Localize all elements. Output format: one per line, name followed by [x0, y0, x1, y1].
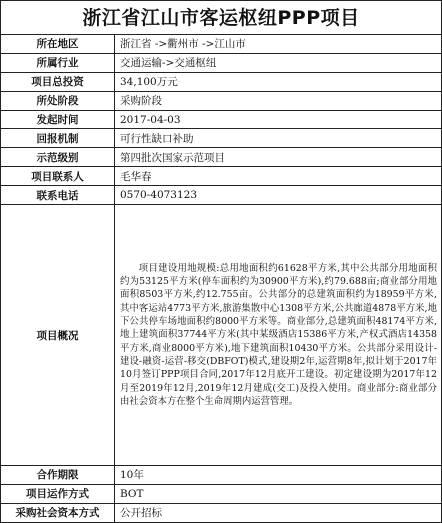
- row-label: 项目联系人: [1, 167, 115, 186]
- overview-text: 项目建设用地规模:总用地面积约61628平方米,其中公共部分用地面积约为53125平方米(停车面积约为30900平方米),约79.688亩;商业部分用地面积8503平方米,约12.755亩。公共部分的总建筑面积约为18959平方米,其中客运站4773平方米,旅游集散中心1308平方米,公共廊道4878平方米,地下公共停车场地面积约8000平方米等。商业部分,总建筑面积48174平方米,地上建筑面积37744平方米(其中某级酒店15386平方米,产权式酒店14358平方米,商业8000平方米),地下建筑面积10430平方米。公共部分采用设计-建设-融资-运营-移交(DBFOT)模式,建设期2年,运营期8年,拟计划于2017年10月签订PPP项目合同,2017年12月底开工建设。初定建设期为2017年12月至2019年12月,2019年12月建成(交工)及投入使用。商业部分:商业部分由社会资本方在整个生命周期内运营管理。: [115, 205, 442, 466]
- row-label: 发起时间: [1, 110, 115, 129]
- table-row-total-investment: [1, 72, 442, 91]
- row-value: 公开招标: [115, 503, 442, 522]
- row-value: 第四批次国家示范项目: [115, 148, 442, 167]
- row-value: 采购阶段: [115, 91, 442, 110]
- table-row-return-mechanism: [1, 129, 442, 148]
- row-value: 34,100万元: [115, 72, 442, 91]
- row-label: 联系电话: [1, 186, 115, 205]
- table-row-procurement-method: [1, 503, 442, 522]
- row-label: 项目概况: [1, 205, 115, 466]
- table-row-start-date: [1, 110, 442, 129]
- table-row-phone: [1, 186, 442, 205]
- page-title: 浙江省江山市客运枢纽PPP项目: [0, 0, 442, 34]
- row-label: 所在地区: [1, 35, 115, 54]
- row-value: 0570-4073123: [115, 186, 442, 205]
- row-label: 所处阶段: [1, 91, 115, 110]
- row-label: 合作期限: [1, 466, 115, 485]
- table-row-overview: [1, 205, 442, 466]
- table-row-demo-level: [1, 148, 442, 167]
- row-label: 采购社会资本方式: [1, 503, 115, 522]
- row-value: 交通运输->交通枢纽: [115, 53, 442, 72]
- table-row-industry: [1, 53, 442, 72]
- row-value: 10年: [115, 466, 442, 485]
- row-value: BOT: [115, 484, 442, 503]
- table-row-region: [1, 35, 442, 54]
- row-label: 所属行业: [1, 53, 115, 72]
- row-value: 可行性缺口补助: [115, 129, 442, 148]
- project-info-table: [0, 34, 442, 523]
- table-row-term: [1, 466, 442, 485]
- row-value: 毛华春: [115, 167, 442, 186]
- row-label: 项目总投资: [1, 72, 115, 91]
- row-value: 浙江省 ->衢州市 ->江山市: [115, 35, 442, 54]
- table-row-operation-mode: [1, 484, 442, 503]
- row-value: 2017-04-03: [115, 110, 442, 129]
- row-label: 项目运作方式: [1, 484, 115, 503]
- row-label: 回报机制: [1, 129, 115, 148]
- row-label: 示范级别: [1, 148, 115, 167]
- table-row-stage: [1, 91, 442, 110]
- table-row-contact-person: [1, 167, 442, 186]
